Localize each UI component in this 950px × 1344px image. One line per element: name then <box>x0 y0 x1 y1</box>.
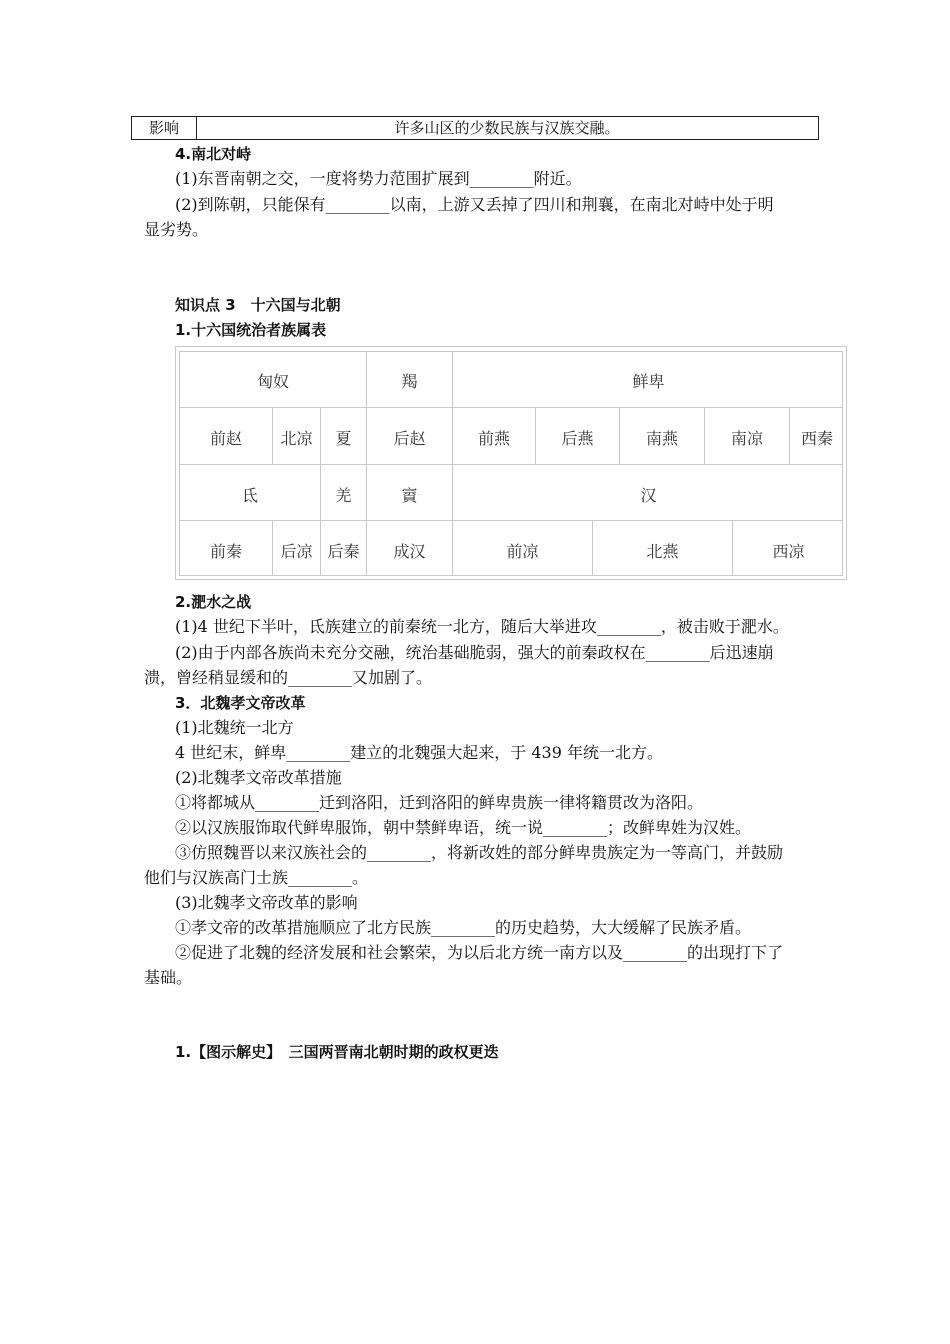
diagram-heading: 1.【图示解史】 三国两晋南北朝时期的政权更迭 <box>175 1043 499 1061</box>
reform-m3a: ③仿照魏晋以来汉族社会的________，将新改姓的部分鲜卑贵族定为一等高门，并鼓励 <box>175 843 784 862</box>
group-xiongnu: 匈奴 <box>256 372 289 391</box>
reform-m1: ①将都城从________迁到洛阳，迁到洛阳的鲜卑贵族一律将籍贯改为洛阳。 <box>175 793 704 812</box>
feishui-p2a: (2)由于内部各族尚未充分交融，统治基础脆弱，强大的前秦政权在________后迅速崩 <box>175 643 774 662</box>
feishui-p2b: 溃，曾经稍显缓和的________又加剧了。 <box>144 668 433 687</box>
reform-s2: (2)北魏孝文帝改革措施 <box>175 768 342 787</box>
state-xiliang: 西凉 <box>772 542 805 561</box>
group-xianbei: 鲜卑 <box>632 372 665 391</box>
state-houyan: 后燕 <box>561 429 594 448</box>
group-qiang: 羌 <box>335 486 352 505</box>
state-qianzhao: 前赵 <box>209 429 242 448</box>
state-chenghan: 成汉 <box>393 542 426 561</box>
state-qianliang: 前凉 <box>506 542 539 561</box>
reform-heading: 3．北魏孝文帝改革 <box>175 694 306 712</box>
impact-label: 影响 <box>132 117 197 139</box>
state-houqin: 后秦 <box>327 542 360 561</box>
group-cong: 賨 <box>401 486 418 505</box>
group-han: 汉 <box>640 486 657 505</box>
reform-e2a: ②促进了北魏的经济发展和社会繁荣，为以后北方统一南方以及________的出现打下了 <box>175 943 784 962</box>
paragraph-nanbei-2b: 显劣势。 <box>144 220 209 239</box>
impact-table <box>131 116 819 140</box>
reform-s3: (3)北魏孝文帝改革的影响 <box>175 893 358 912</box>
state-xiqin: 西秦 <box>800 429 833 448</box>
reform-e1: ①孝文帝的改革措施顺应了北方民族________的历史趋势，大大缓解了民族矛盾。 <box>175 918 752 937</box>
reform-m3b: 他们与汉族高门士族________。 <box>144 868 369 887</box>
reform-e2b: 基础。 <box>144 968 193 987</box>
paragraph-nanbei-1: (1)东晋南朝之交，一度将势力范围扩展到________附近。 <box>175 169 582 188</box>
state-houliang: 后凉 <box>280 542 313 561</box>
state-qianqin: 前秦 <box>209 542 242 561</box>
group-jie: 羯 <box>401 372 418 391</box>
state-qianyan: 前燕 <box>477 429 510 448</box>
table-title: 1.十六国统治者族属表 <box>175 321 327 339</box>
state-beiyan: 北燕 <box>646 542 679 561</box>
paragraph-nanbei-2a: (2)到陈朝，只能保有________以南，上游又丢掉了四川和荆襄，在南北对峙中处于明 <box>175 195 774 214</box>
reform-m2: ②以汉族服饰取代鲜卑服饰，朝中禁鲜卑语，统一说________；改鲜卑姓为汉姓。 <box>175 818 752 837</box>
ethnic-table <box>175 346 847 580</box>
state-houzhao: 后赵 <box>393 429 426 448</box>
section-heading-nanbei: 4.南北对峙 <box>175 145 252 163</box>
feishui-p1: (1)4 世纪下半叶，氐族建立的前秦统一北方，随后大举进攻________，被击败于淝水。 <box>175 617 789 636</box>
state-beiliang: 北凉 <box>280 429 313 448</box>
knowledge-heading: 知识点 3 十六国与北朝 <box>175 296 341 314</box>
state-nanliang: 南凉 <box>730 429 763 448</box>
impact-text: 许多山区的少数民族与汉族交融。 <box>394 119 620 137</box>
state-nanyan: 南燕 <box>645 429 678 448</box>
reform-s1-text: 4 世纪末，鲜卑________建立的北魏强大起来，于 439 年统一北方。 <box>175 743 663 762</box>
group-di: 氐 <box>241 486 258 505</box>
feishui-heading: 2.淝水之战 <box>175 593 252 611</box>
state-xia: 夏 <box>335 429 352 448</box>
reform-s1: (1)北魏统一北方 <box>175 718 294 737</box>
